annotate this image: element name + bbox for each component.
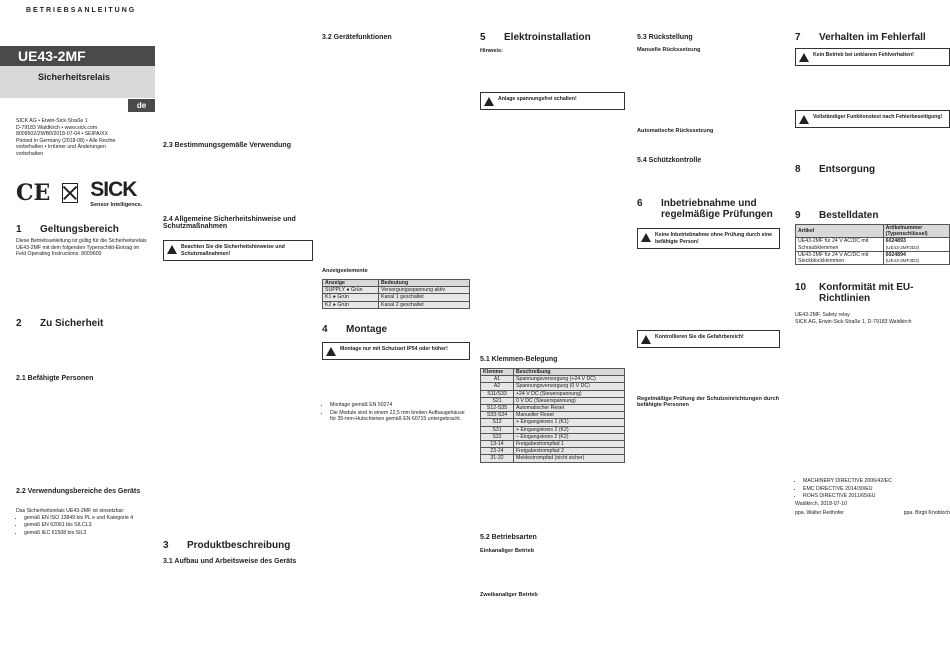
section-3-title: Produktbeschreibung [187,540,291,551]
column-6 [795,0,950,672]
sick-logo: SICK Sensor Intelligence. [90,178,143,208]
column-2 [163,0,313,672]
terminal-table: Klemme Beschreibung A1 Spannungsversorgung (+24 V DC) A2 Spannungsversorgung (0 V DC) S11/S33 +24 V DC (Steuerspannung) S21 0 V DC (Steuerspannung) S12-S35 Automatischer Reset S33-S34 Manueller Reset S12 + Eingangskreis 1 (K1) S31 + Eingangskreis 2 (K2) S22 – Eingangskreis 2 (K2) 13-14 Freigabestrompfad 1 23-24 Freigabestrompfad 2 31-32 Meldestrompfad (nicht sicher) [480,368,625,463]
section-2: 2 Zu Sicherheit [16,318,104,329]
table-row: S31 + Eingangskreis 2 (K2) [481,426,625,433]
section-6-title: Inbetriebnahme und regelmäßige Prüfungen [661,198,773,220]
section-5-2-title: 5.2 Betriebsarten [480,534,537,541]
danger-zone-warning-box: Kontrollieren Sie die Gefahrbereich! [637,330,780,348]
section-4: 4 Montage [322,324,388,335]
product-title: UE43-2MF [0,46,155,66]
warning-triangle-icon [484,97,494,106]
directive-list: • MACHINERY DIRECTIVE 2006/42/EC • EMC DIRECTIVE 2014/30/EU • ROHS DIRECTIVE 2011/65/EU Waldkirch, 2018-07-10 ppa. Walter Reithofer ppa. Birgit Knobloch [795,478,950,517]
section-3: 3 Produktbeschreibung [163,540,291,551]
address-block: SICK AG • Erwin-Sick-Straße 1 D-79183 Waldkirch • www.sick.com 8009502/ZWB0/2018-07-04 • SEIPA/XX Printed in Germany (2018-08) • Alle Rechte vorbehalten • Irrtümer und Änderungen vorbehalten [16,118,116,157]
section-10-title: Konformität mit EU-Richtlinien [819,282,914,304]
column-1 [0,0,155,672]
section-3-1-title: 3.1 Aufbau und Arbeitsweise des Geräts [163,558,297,565]
indicator-table-title: Anzeigeelemente [322,268,368,274]
table-row: UE43-2MF für 24 V AC/DC mit Steckblockklemmen 6024894 (UE43-2MF3D2) [796,251,950,264]
section-1-title: Geltungsbereich [40,224,119,235]
table-row: K1 ● Grün Kanal 1 geschaltet [323,294,470,301]
column-4 [480,0,625,672]
function-test-warning-box: Vollständiger Funktionstest nach Fehlerbeseitigung! [795,110,950,128]
ce-mark-icon: CE [16,180,51,206]
section-8: 8 Entsorgung [795,164,876,175]
mounting-bullets: • Montage gemäß EN 50274 • Die Module sind in einem 22,5 mm breiten Aufbaugehäuse für 35-mm-Hutschienen gemäß EN 60715 untergebracht. [322,402,470,424]
doc-type: BETRIEBSANLEITUNG [26,7,137,14]
language-badge: de [128,99,155,112]
table-row: 31-32 Meldestrompfad (nicht sicher) [481,455,625,462]
table-row: S12 + Eingangskreis 1 (K1) [481,419,625,426]
einkanal-title: Einkanaliger Betrieb [480,548,535,554]
table-row: K2 ● Grün Kanal 2 geschaltet [323,301,470,308]
section-2-1-title: 2.1 Befähigte Personen [16,375,94,382]
section-8-title: Entsorgung [819,164,876,175]
section-5-title: Elektroinstallation [504,32,591,43]
section-5-4-title: 5.4 Schützkontrolle [637,157,702,164]
warning-triangle-icon [641,233,651,242]
table-row: 13-14 Freigabestrompfad 1 [481,441,625,448]
manual-reset-title: Manuelle Rückssetzung [637,47,701,53]
warning-triangle-icon [799,53,809,62]
section-9-title: Bestelldaten [819,210,879,221]
column-3 [322,0,470,672]
safety-warning-box: Beachten Sie die Sicherheitshinweise und Schutzmaßnahmen! [163,240,313,261]
table-row: SUPPLY ● Grün Versorgungsspannung aktiv [323,287,470,294]
order-table: Artikel Artikelnummer (Typenschlüssel) UE43-2MF für 24 V AC/DC mit Schraubklemmen 6024893 (UE43-2MF2D2) UE43-2MF für 24 V AC/DC mit Steckblockklemmen 6024894 (UE43-2MF3D2) [795,224,950,265]
section-3-2-title: 3.2 Gerätefunktionen [322,34,392,41]
section-6: 6 Inbetriebnahme und regelmäßige Prüfungen [637,198,780,220]
warning-triangle-icon [799,115,809,124]
weee-bin-icon [62,183,78,203]
table-row: UE43-2MF für 24 V AC/DC mit Schraubklemmen 6024893 (UE43-2MF2D2) [796,238,950,251]
section-7-title: Verhalten im Fehlerfall [819,32,926,43]
power-off-warning-box: Anlage spannungsfrei schalten! [480,92,625,110]
table-row: 23-24 Freigabestrompfad 2 [481,448,625,455]
section-2-2-title: 2.2 Verwendungsbereiche des Geräts [16,488,141,495]
section-4-title: Montage [346,324,388,335]
zweikanal-title: Zweikanaliger Betrieb [480,592,538,598]
warning-triangle-icon [326,347,336,356]
section-5-3-title: 5.3 Rückstellung [637,34,693,41]
regular-check-title: Regelmäßige Prüfung der Schutzeinrichtungen durch befähigte Personen [637,396,780,408]
section-5-1-title: 5.1 Klemmen-Belegung [480,356,558,363]
hinweis-label: Hinweis: [480,48,504,54]
section-2-4-title: 2.4 Allgemeine Sicherheitshinweise und Schutzmaßnahmen [163,216,296,230]
table-row: S12-S35 Automatischer Reset [481,405,625,412]
auto-reset-title: Automatische Rückssetzung [637,128,714,134]
commissioning-warning-box: Keine Inbetriebnahme ohne Prüfung durch eine befähigte Person! [637,228,780,249]
mounting-warning-box: Montage nur mit Schutzart IP54 oder höher! [322,342,470,360]
table-row: S11/S33 +24 V DC (Steuerspannung) [481,390,625,397]
conformity-text: UE43-2MF, Safety relay SICK AG, Erwin-Sick-Straße 1, D-79183 Waldkirch [795,312,912,325]
warning-triangle-icon [167,245,177,254]
fault-warning-box: Kein Betrieb bei unklarem Fehlverhalten! [795,48,950,66]
section-5: 5 Elektroinstallation [480,32,591,43]
section-7: 7 Verhalten im Fehlerfall [795,32,926,43]
indicator-table: Anzeige Bedeutung SUPPLY ● Grün Versorgungsspannung aktiv K1 ● Grün Kanal 1 geschaltet K2 ● Grün Kanal 2 geschaltet [322,279,470,309]
table-row: S33-S34 Manueller Reset [481,412,625,419]
section-2-3-title: 2.3 Bestimmungsgemäße Verwendung [163,142,291,149]
section-9: 9 Bestelldaten [795,210,879,221]
table-row: S22 – Eingangskreis 2 (K2) [481,433,625,440]
section-10: 10 Konformität mit EU-Richtlinien [795,282,950,304]
section-2-title: Zu Sicherheit [40,318,104,329]
logo-row [16,178,142,208]
section-1: 1 Geltungsbereich Diese Betriebsanleitung ist gültig für die Sicherheitsrelais UE43-2MF mit dem folgenden Typenschild-Eintrag im Feld Operating Instructions: 8009600 [16,224,147,258]
section-2-2-body: Das Sicherheitsrelais UE43-2MF ist einsetzbar: • gemäß EN ISO 13849 bis PL e und Kategorie 4 • gemäß EN 62061 bis SILCL3 • gemäß IEC 61508 bis SIL3 [16,508,149,537]
product-subtitle: Sicherheitsrelais [0,66,155,98]
table-row: S21 0 V DC (Steuerspannung) [481,397,625,404]
table-row: A2 Spannungsversorgung (0 V DC) [481,383,625,390]
warning-triangle-icon [641,335,651,344]
table-row: A1 Spannungsversorgung (+24 V DC) [481,376,625,383]
column-5 [637,0,780,672]
